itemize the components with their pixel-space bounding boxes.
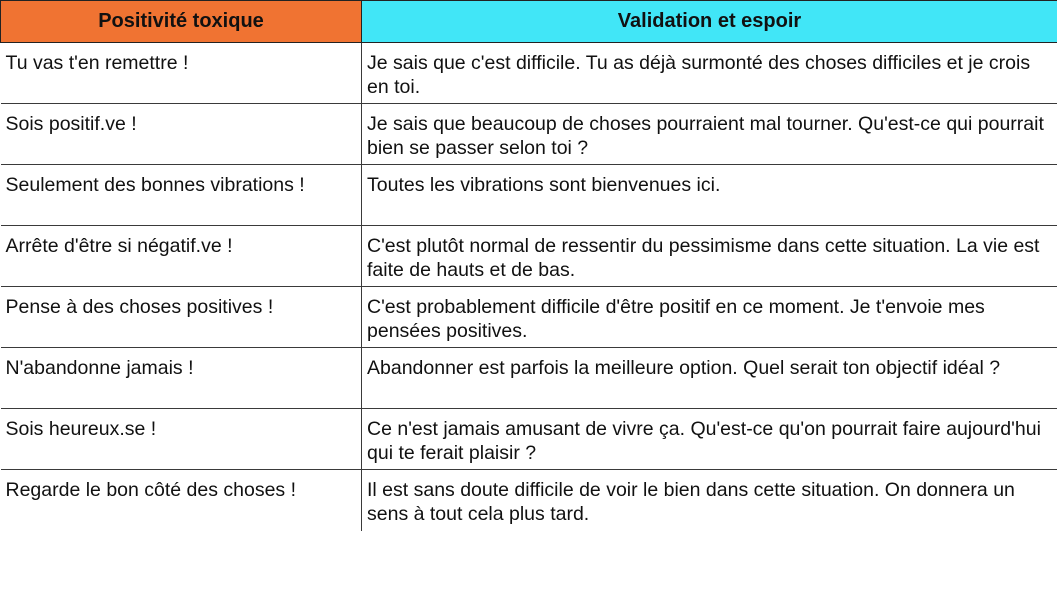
validation-phrase-cell: Ce n'est jamais amusant de vivre ça. Qu'est-ce qu'on pourrait faire aujourd'hui qui te ferait plaisir ? xyxy=(362,409,1057,470)
validation-phrase-cell: Je sais que beaucoup de choses pourraient mal tourner. Qu'est-ce qui pourrait bien se passer selon toi ? xyxy=(362,104,1057,165)
table-row xyxy=(1,409,1057,470)
toxic-phrase-cell: Seulement des bonnes vibrations ! xyxy=(1,165,362,226)
validation-phrase-cell: Abandonner est parfois la meilleure option. Quel serait ton objectif idéal ? xyxy=(362,348,1057,409)
toxic-phrase-cell: Sois positif.ve ! xyxy=(1,104,362,165)
table-row xyxy=(1,287,1057,348)
toxic-phrase-cell: Regarde le bon côté des choses ! xyxy=(1,470,362,531)
table-row xyxy=(1,43,1057,104)
table-row xyxy=(1,226,1057,287)
table-row xyxy=(1,470,1057,531)
table-row xyxy=(1,348,1057,409)
header-validation-hope: Validation et espoir xyxy=(362,1,1057,43)
toxic-phrase-cell: N'abandonne jamais ! xyxy=(1,348,362,409)
validation-phrase-cell: C'est plutôt normal de ressentir du pessimisme dans cette situation. La vie est faite de hauts et de bas. xyxy=(362,226,1057,287)
toxic-phrase-cell: Tu vas t'en remettre ! xyxy=(1,43,362,104)
table-row xyxy=(1,104,1057,165)
table-header xyxy=(1,1,1057,43)
toxic-phrase-cell: Pense à des choses positives ! xyxy=(1,287,362,348)
table-row xyxy=(1,165,1057,226)
validation-phrase-cell: Je sais que c'est difficile. Tu as déjà surmonté des choses difficiles et je crois en toi. xyxy=(362,43,1057,104)
header-row xyxy=(1,1,1057,43)
validation-phrase-cell: C'est probablement difficile d'être positif en ce moment. Je t'envoie mes pensées positives. xyxy=(362,287,1057,348)
header-toxic-positivity: Positivité toxique xyxy=(1,1,362,43)
toxic-phrase-cell: Sois heureux.se ! xyxy=(1,409,362,470)
validation-phrase-cell: Il est sans doute difficile de voir le bien dans cette situation. On donnera un sens à tout cela plus tard. xyxy=(362,470,1057,531)
toxic-phrase-cell: Arrête d'être si négatif.ve ! xyxy=(1,226,362,287)
table-body xyxy=(1,43,1057,531)
validation-phrase-cell: Toutes les vibrations sont bienvenues ici. xyxy=(362,165,1057,226)
